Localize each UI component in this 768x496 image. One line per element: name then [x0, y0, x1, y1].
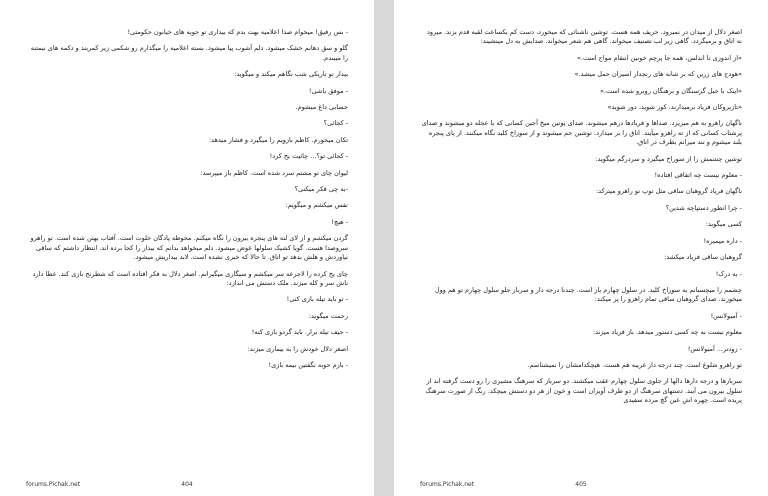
paragraph: معلوم نیست به چه کسی دستور میدهد. باز فریاد میزند:	[592, 328, 742, 337]
paragraph: - حیف تیله برار. باید گردو بازی کنه!	[251, 328, 348, 337]
paragraph: تو راهرو شلوغ است. چند درجه دار غریبه هم هست. هیچکدامشان را نمیشناسم.	[527, 360, 742, 369]
paragraph: - به درک!	[715, 269, 742, 278]
paragraph: - زودتر... آمبولانس!	[687, 344, 742, 353]
page-number: 404	[181, 481, 193, 488]
paragraph: «تازیروکان فریاد برمیدارند، کور شوید، دور شوید»	[607, 103, 742, 112]
left-page	[0, 0, 374, 496]
paragraph: بیدار تو تاریکی شب نگاهم میکند و میگوید:	[234, 70, 348, 79]
paragraph: - معلوم نیست چه اتفاقی افتاده!	[654, 171, 742, 180]
paragraph: نفس میکشم و میگویم:	[285, 201, 348, 210]
paragraph: گردن میکشم و از لای لته های پنجره بیرون را نگاه میکنم. محوطه پادگان خلوت است. آفتاب بهتن شده است. تو راهرو سروصدا هست. گویا کشیک سلولها عوض میشود. دلم میخواهد بدانم که بیدار را کجا برده اند. انتظار داشتم که ساقی نیاوردش و هلش بدهد تو اتاق. تا حالا که خبری نشده است. لابد بیداریش میشود.	[30, 234, 348, 262]
right-page	[394, 0, 768, 496]
paragraph: ناگهان فریاد گروهبان ساقی مثل توپ تو راهرو میترکد:	[595, 187, 742, 196]
right-page-text	[420, 28, 742, 406]
paragraph: - تو باید تیله بازی کنی!	[286, 295, 348, 304]
paragraph: «اینک با حبل گرسنگان و برهنگان روبرو شده است.»	[599, 86, 742, 95]
paragraph: - هیچ!	[331, 217, 348, 226]
paragraph: - آمبولانس!	[710, 311, 742, 320]
paragraph: - داره میمیره!	[703, 236, 742, 245]
paragraph: - کجائی؟	[323, 119, 348, 128]
paragraph: چای یخ کرده را لاجرعه سر میکشم و سیگاری میگیرانم. اصغر دلال به فکر افتاده است که شطرنج بازی کند. عطا دارد ناش سر و کله میزند. ملک دستش می اندازد:	[32, 269, 348, 287]
paragraph: تکان میخورم. کاظم بازویم را میگیرد و فشار میدهد:	[208, 135, 348, 144]
page-number: 405	[575, 481, 587, 488]
paragraph: رحمت میگوید:	[308, 311, 348, 320]
paragraph: حسابی داغ میشوم.	[295, 103, 348, 112]
paragraph: -به چی فکر میکنی؟	[294, 185, 348, 194]
paragraph: اصغر دلال خودش را به بیماری میزند:	[247, 344, 348, 353]
paragraph: لیوان چای تو مشتم سرد شده است. کاظم باز میپرسد:	[200, 168, 348, 177]
paragraph: - بازم حوبه نگفتین بیمه بازی!	[268, 360, 348, 369]
left-page-text	[26, 28, 348, 370]
paragraph: چشمم را میچسبانم به سوراخ کلید. در سلول چهارم باز است. چندتا درجه دار و سرباز جلو سلول چهارم تو هم وول میخورند. صدای گروهبان ساقی تمام راهرو را پر میکند:	[434, 285, 742, 304]
paragraph: کسی میگوید:	[705, 220, 742, 229]
paragraph: «از اندوزی تا اندلس، همه جا پرچم خونین انتقام مواج است.»	[576, 53, 742, 62]
paragraph: توشین چشمش را از سوراخ میگیرد و سردرگم میگوید:	[595, 154, 742, 163]
paragraph: سربازها و درجه دارها دالها از جلوی سلول چهارم عقب میکشند. دو سرباز که سرهنگ مشیری را رو دست گرفته اند از سلول بیرون می آیند. دستهای سرهنگ از دو طرف آویزان است و خون از هر دو دستش میچکد. رنگ از صورت سرهنگ پریده است. چهره اش عین گچ مرده سفیدی	[425, 377, 742, 405]
right-page-footer	[420, 478, 742, 488]
paragraph: «هودج های زرین که بر شانه های رنجدار اسیران حمل میشد.»	[574, 70, 742, 79]
site-watermark: forums.Pichak.net	[26, 481, 81, 488]
paragraph: - موفق باشی!	[308, 86, 348, 95]
paragraph: - کجائی تو؟... چائیت یخ کرد!	[269, 152, 348, 161]
paragraph: گروهبان ساقی فریاد میکشد:	[664, 253, 742, 262]
site-watermark: forums.Pichak.net	[420, 481, 475, 488]
paragraph: گلو و سق دهانم خشک میشود. دلم آشوب پیا میشود. بسته اعلامیه را میگذارم رو شکمی زیر کمربند و دکمه های نیمتنه را میبندم.	[30, 44, 348, 62]
paragraph: - چرا انطور دستپاچه شدین؟	[665, 203, 742, 212]
paragraph: اصغر دلال از میدان در نمیرود. حریف همه هست. توشین ناشناتی که میخورد، دست کم بکساعت لقبه قدم بزند. میرود نه اتاق و برمیگردد. گاهی زیر لب تصنیف میخواند. گاهی هم شعر میخواند. صدایش به دل مینشیند:	[427, 28, 742, 46]
left-page-footer	[26, 478, 348, 488]
paragraph: - بس رفیق! میخوام صدا اعلامیه بهت بدم که بیداری تو حوبه های خیابون حکومتی!	[127, 28, 348, 36]
paragraph: ناگهان راهرو به هم میریزد. صداها و فریادها درهم میشوند. صدای پوتین میخ آجین کسانی که با عجله دو میشوند و صدای پرشتاب کسانی که از ته راهرو میآیند. اتاق را بر میدارد. توشین حم میشوند و از سوراخ کلید نگاه میکنند. از پای پنجره بلند میشوم و تند میرانم بطرف در اتاق.	[421, 119, 742, 147]
